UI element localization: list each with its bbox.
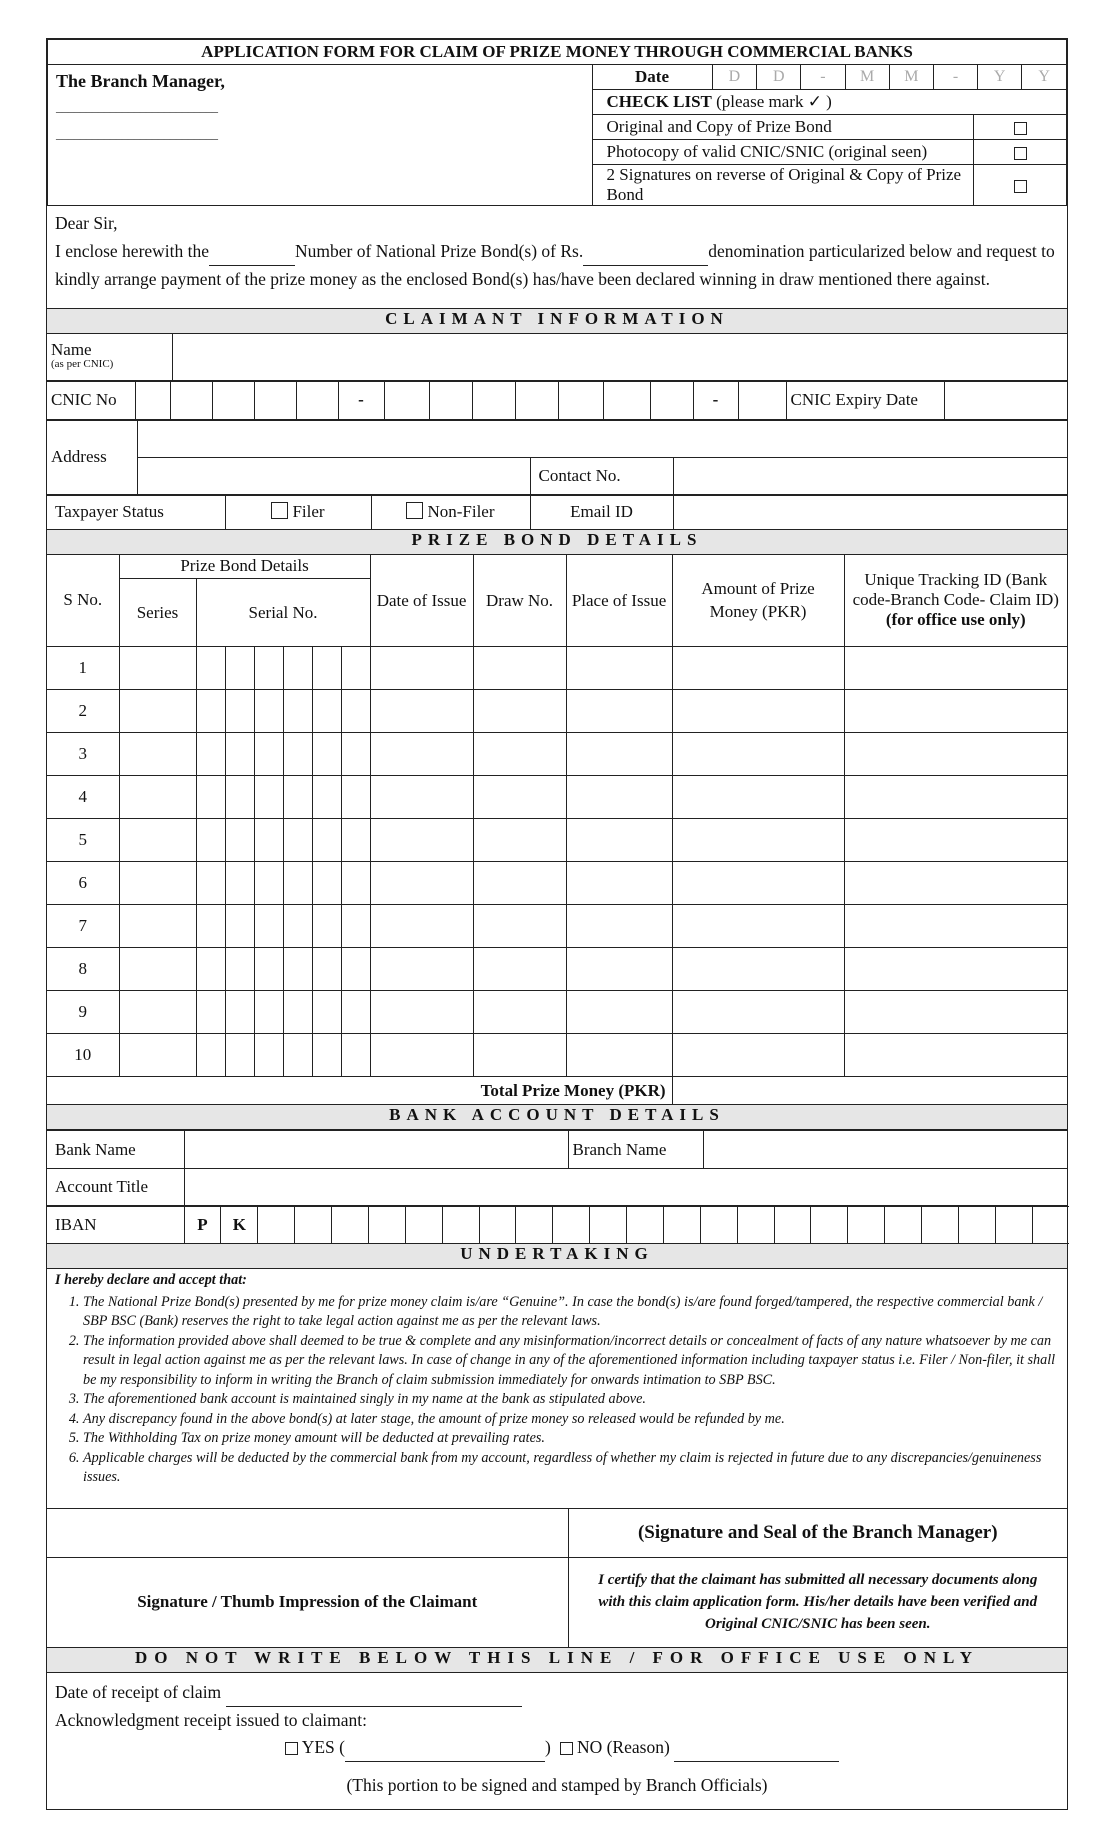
- draw-no-input[interactable]: [473, 647, 566, 690]
- tracking-id-note: (for office use only): [885, 610, 1026, 630]
- cnic-digit[interactable]: [384, 381, 429, 419]
- checkbox-icon[interactable]: [1014, 180, 1027, 193]
- tracking-id-input[interactable]: [844, 1034, 1067, 1077]
- nonfiler-label: Non-Filer: [427, 502, 495, 521]
- serial-digit[interactable]: [225, 862, 254, 905]
- filer-label: Filer: [292, 502, 325, 521]
- prize-bond-group-header: Prize Bond Details: [119, 555, 370, 579]
- serial-digit[interactable]: [225, 819, 254, 862]
- serial-digit[interactable]: [341, 862, 370, 905]
- taxpayer-table: [47, 495, 1067, 530]
- claimant-name-table: [47, 334, 1067, 381]
- cnic-digit[interactable]: [603, 381, 650, 419]
- address-input[interactable]: [137, 420, 1067, 457]
- serial-digit[interactable]: [312, 862, 341, 905]
- bond-count-blank[interactable]: [209, 238, 295, 267]
- series-input[interactable]: [119, 991, 196, 1034]
- serial-digit[interactable]: [312, 991, 341, 1034]
- amount-input[interactable]: [672, 991, 844, 1034]
- iban-digit[interactable]: [258, 1207, 295, 1244]
- claimant-signature-space[interactable]: [47, 1509, 568, 1557]
- email-label: Email ID: [530, 495, 673, 529]
- serial-digit[interactable]: [254, 991, 283, 1034]
- total-input[interactable]: [672, 1077, 1067, 1105]
- yes-label: YES (: [301, 1736, 345, 1757]
- iban-prefix: P: [184, 1207, 221, 1244]
- iban-label: IBAN: [47, 1207, 184, 1244]
- cnic-table: [47, 381, 1067, 420]
- serial-digit[interactable]: [341, 905, 370, 948]
- address-table: [47, 420, 1067, 495]
- receipt-date-blank[interactable]: [226, 1679, 522, 1707]
- cnic-digit[interactable]: [558, 381, 603, 419]
- amount-input[interactable]: [672, 862, 844, 905]
- iban-prefix: K: [221, 1207, 258, 1244]
- cnic-digit[interactable]: [296, 381, 338, 419]
- filer-option[interactable]: [225, 495, 371, 529]
- series-header: Series: [119, 579, 196, 647]
- draw-no-input[interactable]: [473, 690, 566, 733]
- serial-digit[interactable]: [254, 905, 283, 948]
- serial-digit[interactable]: [312, 690, 341, 733]
- serial-digit[interactable]: [312, 647, 341, 690]
- cnic-expiry-input[interactable]: [944, 381, 1067, 419]
- address-input-2[interactable]: [137, 457, 530, 494]
- serial-digit[interactable]: [254, 862, 283, 905]
- cnic-digit[interactable]: [170, 381, 212, 419]
- iban-digit[interactable]: [590, 1207, 627, 1244]
- serial-digit[interactable]: [225, 905, 254, 948]
- date-separator: -: [933, 65, 977, 89]
- address-line-2[interactable]: ___________________________: [56, 127, 218, 141]
- serial-digit[interactable]: [254, 733, 283, 776]
- serial-digit[interactable]: [196, 776, 225, 819]
- serial-digit[interactable]: [254, 1034, 283, 1077]
- bonds-table: [47, 555, 1067, 1106]
- iban-digit[interactable]: [368, 1207, 405, 1244]
- undertaking-body: [47, 1269, 1067, 1509]
- serial-digit[interactable]: [283, 819, 312, 862]
- signature-table: [47, 1509, 1067, 1648]
- bond-row-number: 2: [47, 690, 119, 733]
- series-input[interactable]: [119, 948, 196, 991]
- tracking-id-input[interactable]: [844, 690, 1067, 733]
- serial-digit[interactable]: [341, 733, 370, 776]
- iban-digit[interactable]: [885, 1207, 922, 1244]
- undertaking-intro: I hereby declare and accept that:: [55, 1272, 247, 1288]
- iban-digit[interactable]: [737, 1207, 774, 1244]
- date-label: Date: [592, 65, 712, 90]
- header-table: [47, 39, 1067, 206]
- place-of-issue-input[interactable]: [566, 991, 672, 1034]
- serial-digit[interactable]: [312, 776, 341, 819]
- checklist-checkbox[interactable]: [974, 165, 1067, 206]
- no-label: NO (Reason): [576, 1736, 670, 1757]
- cnic-digit[interactable]: [650, 381, 693, 419]
- serial-digit[interactable]: [341, 776, 370, 819]
- serial-digit[interactable]: [283, 690, 312, 733]
- date-of-issue-input[interactable]: [370, 733, 473, 776]
- place-of-issue-input[interactable]: [566, 1034, 672, 1077]
- checkbox-icon[interactable]: [1014, 122, 1027, 135]
- bank-name-input[interactable]: [184, 1131, 568, 1169]
- draw-no-input[interactable]: [473, 733, 566, 776]
- contact-input[interactable]: [673, 457, 1067, 494]
- date-of-issue-input[interactable]: [370, 905, 473, 948]
- bond-row: [47, 1034, 1067, 1077]
- amount-input[interactable]: [672, 948, 844, 991]
- serial-digit[interactable]: [283, 862, 312, 905]
- place-of-issue-input[interactable]: [566, 647, 672, 690]
- tracking-id-label: Unique Tracking ID (Bank code-Branch Code- Claim ID): [852, 570, 1059, 610]
- bond-row: [47, 948, 1067, 991]
- bank-table: [47, 1130, 1067, 1206]
- iban-digit[interactable]: [479, 1207, 516, 1244]
- email-input[interactable]: [673, 495, 1067, 529]
- serial-header: Serial No.: [196, 579, 370, 647]
- cnic-digit[interactable]: [212, 381, 254, 419]
- series-input[interactable]: [119, 690, 196, 733]
- place-of-issue-header: Place of Issue: [566, 555, 672, 647]
- series-input[interactable]: [119, 862, 196, 905]
- iban-digit[interactable]: [700, 1207, 737, 1244]
- serial-digit[interactable]: [254, 776, 283, 819]
- place-of-issue-input[interactable]: [566, 862, 672, 905]
- branch-manager-label: The Branch Manager,: [56, 71, 225, 91]
- iban-digit[interactable]: [516, 1207, 553, 1244]
- iban-digit[interactable]: [848, 1207, 885, 1244]
- date-of-issue-input[interactable]: [370, 1034, 473, 1077]
- date-field[interactable]: [712, 65, 1066, 90]
- place-of-issue-input[interactable]: [566, 776, 672, 819]
- branch-name-label: Branch Name: [568, 1131, 703, 1169]
- bond-row-number: 8: [47, 948, 119, 991]
- serial-digit[interactable]: [341, 1034, 370, 1077]
- serial-digit[interactable]: [312, 819, 341, 862]
- place-of-issue-input[interactable]: [566, 948, 672, 991]
- serial-digit[interactable]: [225, 1034, 254, 1077]
- bond-row: [47, 776, 1067, 819]
- place-of-issue-input[interactable]: [566, 690, 672, 733]
- series-input[interactable]: [119, 819, 196, 862]
- serial-digit[interactable]: [312, 1034, 341, 1077]
- no-reason-blank[interactable]: [674, 1734, 839, 1762]
- serial-digit[interactable]: [341, 948, 370, 991]
- cnic-digit[interactable]: [429, 381, 472, 419]
- amount-input[interactable]: [672, 647, 844, 690]
- no-checkbox-icon[interactable]: [560, 1742, 573, 1755]
- undertaking-item: 4. Any discrepancy found in the above bond(s) at later stage, the amount of prize money so released would be refunded by me.: [83, 1410, 1059, 1430]
- cnic-digit[interactable]: [472, 381, 515, 419]
- cnic-digit[interactable]: [254, 381, 296, 419]
- serial-digit[interactable]: [341, 991, 370, 1034]
- iban-digit[interactable]: [995, 1207, 1032, 1244]
- branch-name-input[interactable]: [703, 1131, 1067, 1169]
- bond-row: [47, 647, 1067, 690]
- draw-no-input[interactable]: [473, 862, 566, 905]
- checklist-heading: [592, 90, 1066, 115]
- amount-input[interactable]: [672, 690, 844, 733]
- amount-input[interactable]: [672, 1034, 844, 1077]
- amount-header: Amount of Prize Money (PKR): [672, 555, 844, 647]
- place-of-issue-input[interactable]: [566, 733, 672, 776]
- serial-digit[interactable]: [312, 905, 341, 948]
- undertaking-item: 6. Applicable charges will be deducted by the commercial bank from my account, regardless of whether my claim is rejected in future due to any discrepancies/genuineness issues.: [83, 1449, 1059, 1488]
- undertaking-item: 5. The Withholding Tax on prize money amount will be deducted at prevailing rates.: [83, 1429, 1059, 1449]
- account-title-input[interactable]: [184, 1169, 1067, 1206]
- serial-digit[interactable]: [254, 948, 283, 991]
- bond-row-number: 3: [47, 733, 119, 776]
- cnic-digit[interactable]: [515, 381, 558, 419]
- serial-digit[interactable]: [341, 690, 370, 733]
- cnic-expiry-label: CNIC Expiry Date: [786, 381, 944, 419]
- serial-digit[interactable]: [341, 819, 370, 862]
- draw-no-input[interactable]: [473, 1034, 566, 1077]
- serial-digit[interactable]: [283, 776, 312, 819]
- claimant-signature-label: Signature / Thumb Impression of the Claimant: [47, 1557, 568, 1647]
- date-digit[interactable]: M: [845, 65, 889, 89]
- tracking-id-input[interactable]: [844, 733, 1067, 776]
- iban-digit[interactable]: [958, 1207, 995, 1244]
- cnic-dash: -: [693, 381, 738, 419]
- iban-table: [47, 1206, 1069, 1244]
- addressee-block: [48, 65, 593, 206]
- serial-digit[interactable]: [283, 1034, 312, 1077]
- office-section: [47, 1673, 1067, 1809]
- serial-digit[interactable]: [283, 991, 312, 1034]
- checklist-hint: (please mark ✓ ): [716, 92, 832, 111]
- checklist-checkbox[interactable]: [974, 140, 1067, 165]
- draw-no-input[interactable]: [473, 776, 566, 819]
- checklist-item: Original and Copy of Prize Bond: [592, 115, 974, 140]
- yes-checkbox-icon[interactable]: [285, 1742, 298, 1755]
- tracking-id-input[interactable]: [844, 991, 1067, 1034]
- serial-digit[interactable]: [254, 647, 283, 690]
- name-input[interactable]: [172, 334, 1067, 380]
- nonfiler-option[interactable]: [371, 495, 530, 529]
- serial-digit[interactable]: [283, 733, 312, 776]
- iban-digit[interactable]: [332, 1207, 369, 1244]
- certify-statement: I certify that the claimant has submitted all necessary documents along with this claim application form. His/her details have been verified and Original CNIC/SNIC has been seen.: [568, 1557, 1067, 1647]
- checkbox-icon[interactable]: [271, 502, 288, 519]
- serial-digit[interactable]: [196, 819, 225, 862]
- checkbox-icon[interactable]: [406, 502, 423, 519]
- date-separator: -: [801, 65, 845, 89]
- series-input[interactable]: [119, 733, 196, 776]
- bond-rows: [47, 647, 1067, 1077]
- tracking-id-input[interactable]: [844, 776, 1067, 819]
- serial-digit[interactable]: [283, 948, 312, 991]
- serial-digit[interactable]: [283, 905, 312, 948]
- bond-row: [47, 991, 1067, 1034]
- denomination-blank[interactable]: [583, 238, 708, 267]
- receipt-date-label: Date of receipt of claim: [55, 1681, 222, 1702]
- total-label: Total Prize Money (PKR): [47, 1077, 672, 1105]
- undertaking-list: [55, 1293, 1059, 1488]
- date-of-issue-input[interactable]: [370, 647, 473, 690]
- date-digit[interactable]: M: [889, 65, 933, 89]
- cnic-digit[interactable]: [738, 381, 786, 419]
- serial-digit[interactable]: [196, 690, 225, 733]
- tracking-id-input[interactable]: [844, 905, 1067, 948]
- tracking-id-input[interactable]: [844, 819, 1067, 862]
- form-title: APPLICATION FORM FOR CLAIM OF PRIZE MONEY THROUGH COMMERCIAL BANKS: [48, 40, 1067, 65]
- cnic-digit[interactable]: [135, 381, 170, 419]
- place-of-issue-input[interactable]: [566, 819, 672, 862]
- bond-row-number: 6: [47, 862, 119, 905]
- bond-row: [47, 819, 1067, 862]
- name-label-cell: [47, 334, 172, 380]
- bond-row: [47, 733, 1067, 776]
- place-of-issue-input[interactable]: [566, 905, 672, 948]
- checklist-title: CHECK LIST: [606, 92, 712, 111]
- undertaking-item: 1. The National Prize Bond(s) presented by me for prize money claim is/are “Genuine”. In case the bond(s) is/are found forged/tampered, the respective commercial bank / SBP BSC (Bank) reserves the right to take legal action against me as per the relevant laws.: [83, 1293, 1059, 1332]
- name-hint: (as per CNIC): [51, 357, 114, 370]
- draw-no-input[interactable]: [473, 905, 566, 948]
- serial-digit[interactable]: [283, 647, 312, 690]
- serial-digit[interactable]: [225, 948, 254, 991]
- office-footer: (This portion to be signed and stamped by Branch Officials): [346, 1774, 768, 1795]
- serial-digit[interactable]: [312, 733, 341, 776]
- checklist-checkbox[interactable]: [974, 115, 1067, 140]
- undertaking-item: 3. The aforementioned bank account is maintained singly in my name at the bank as stipulated above.: [83, 1390, 1059, 1410]
- address-line-1[interactable]: ___________________________: [56, 100, 218, 114]
- serial-digit[interactable]: [196, 647, 225, 690]
- serial-digit[interactable]: [196, 948, 225, 991]
- date-of-issue-input[interactable]: [370, 776, 473, 819]
- bond-row-number: 9: [47, 991, 119, 1034]
- serial-digit[interactable]: [196, 1034, 225, 1077]
- date-of-issue-header: Date of Issue: [370, 555, 473, 647]
- serial-digit[interactable]: [196, 991, 225, 1034]
- bonds-section-title: PRIZE BOND DETAILS: [47, 530, 1067, 555]
- serial-digit[interactable]: [196, 905, 225, 948]
- iban-digit[interactable]: [1032, 1207, 1069, 1244]
- bond-row-number: 7: [47, 905, 119, 948]
- serial-digit[interactable]: [254, 690, 283, 733]
- iban-digit[interactable]: [553, 1207, 590, 1244]
- series-input[interactable]: [119, 1034, 196, 1077]
- salutation: Dear Sir,: [55, 213, 118, 233]
- bond-row: [47, 905, 1067, 948]
- amount-input[interactable]: [672, 905, 844, 948]
- yes-close: ): [545, 1736, 551, 1757]
- serial-digit[interactable]: [312, 948, 341, 991]
- checkbox-icon[interactable]: [1014, 147, 1027, 160]
- bond-row-number: 10: [47, 1034, 119, 1077]
- series-input[interactable]: [119, 776, 196, 819]
- draw-no-input[interactable]: [473, 819, 566, 862]
- draw-no-input[interactable]: [473, 991, 566, 1034]
- amount-input[interactable]: [672, 733, 844, 776]
- series-input[interactable]: [119, 905, 196, 948]
- bank-section-title: BANK ACCOUNT DETAILS: [47, 1105, 1067, 1130]
- date-of-issue-input[interactable]: [370, 819, 473, 862]
- serial-digit[interactable]: [225, 733, 254, 776]
- name-label: Name: [51, 339, 92, 359]
- letter-part-1: I enclose herewith the: [55, 240, 210, 261]
- bond-row-number: 5: [47, 819, 119, 862]
- date-digit[interactable]: D: [713, 65, 757, 89]
- date-of-issue-input[interactable]: [370, 991, 473, 1034]
- serial-digit[interactable]: [225, 991, 254, 1034]
- claimant-section-title: CLAIMANT INFORMATION: [47, 309, 1067, 334]
- serial-digit[interactable]: [225, 690, 254, 733]
- undertaking-section-title: UNDERTAKING: [47, 1244, 1067, 1269]
- date-digit[interactable]: Y: [978, 65, 1022, 89]
- serial-digit[interactable]: [254, 819, 283, 862]
- tracking-id-input[interactable]: [844, 862, 1067, 905]
- serial-digit[interactable]: [196, 733, 225, 776]
- amount-input[interactable]: [672, 819, 844, 862]
- draw-no-header: Draw No.: [473, 555, 566, 647]
- iban-digit[interactable]: [295, 1207, 332, 1244]
- iban-digit[interactable]: [627, 1207, 664, 1244]
- claim-form: [46, 38, 1068, 1810]
- iban-digit[interactable]: [405, 1207, 442, 1244]
- iban-digit[interactable]: [774, 1207, 811, 1244]
- date-digit[interactable]: D: [757, 65, 801, 89]
- yes-blank[interactable]: [345, 1734, 545, 1762]
- cnic-dash: -: [338, 381, 384, 419]
- tracking-id-header: [844, 555, 1067, 647]
- bond-row-number: 4: [47, 776, 119, 819]
- amount-input[interactable]: [672, 776, 844, 819]
- date-of-issue-input[interactable]: [370, 690, 473, 733]
- cnic-label: CNIC No: [47, 381, 135, 419]
- manager-signature-label: (Signature and Seal of the Branch Manager): [568, 1509, 1067, 1557]
- checklist-item: 2 Signatures on reverse of Original & Copy of Prize Bond: [592, 165, 974, 206]
- tracking-id-input[interactable]: [844, 647, 1067, 690]
- bond-row-number: 1: [47, 647, 119, 690]
- iban-digit[interactable]: [663, 1207, 700, 1244]
- bank-name-label: Bank Name: [47, 1131, 184, 1169]
- ack-label: Acknowledgment receipt issued to claimant:: [55, 1709, 367, 1730]
- letter-part-3: denomination particularized below and request to kindly arrange payment of the prize money as the enclosed Bond(s) has/have been declared winning in draw mentioned there against.: [55, 240, 1055, 289]
- checklist-item: Photocopy of valid CNIC/SNIC (original seen): [592, 140, 974, 165]
- undertaking-item: 2. The information provided above shall deemed to be true & complete and any misinformation/incorrect details or concealment of facts of any nature whatsoever by me can result in legal action against me as per the relevant laws. In case of change in any of the aforementioned information including taxpayer status i.e. Filer / Non-filer, it shall be my responsibility to inform in writing the Branch of claim submission immediately for onwards intimation to SBP BSC.: [83, 1332, 1059, 1391]
- serial-digit[interactable]: [196, 862, 225, 905]
- serial-digit[interactable]: [225, 776, 254, 819]
- contact-label: Contact No.: [530, 457, 673, 494]
- letter-part-2: Number of National Prize Bond(s) of Rs.: [295, 240, 584, 261]
- letter-body: [47, 206, 1067, 309]
- iban-digit[interactable]: [442, 1207, 479, 1244]
- iban-digit[interactable]: [811, 1207, 848, 1244]
- sno-header: S No.: [47, 555, 119, 647]
- bond-row: [47, 862, 1067, 905]
- account-title-label: Account Title: [47, 1169, 184, 1206]
- bond-row: [47, 690, 1067, 733]
- address-label: Address: [47, 420, 137, 494]
- office-banner: DO NOT WRITE BELOW THIS LINE / FOR OFFICE USE ONLY: [47, 1648, 1067, 1673]
- date-of-issue-input[interactable]: [370, 948, 473, 991]
- iban-digit[interactable]: [922, 1207, 959, 1244]
- series-input[interactable]: [119, 647, 196, 690]
- draw-no-input[interactable]: [473, 948, 566, 991]
- tracking-id-input[interactable]: [844, 948, 1067, 991]
- taxpayer-label: Taxpayer Status: [47, 495, 225, 529]
- serial-digit[interactable]: [341, 647, 370, 690]
- serial-digit[interactable]: [225, 647, 254, 690]
- date-digit[interactable]: Y: [1022, 65, 1066, 89]
- date-of-issue-input[interactable]: [370, 862, 473, 905]
